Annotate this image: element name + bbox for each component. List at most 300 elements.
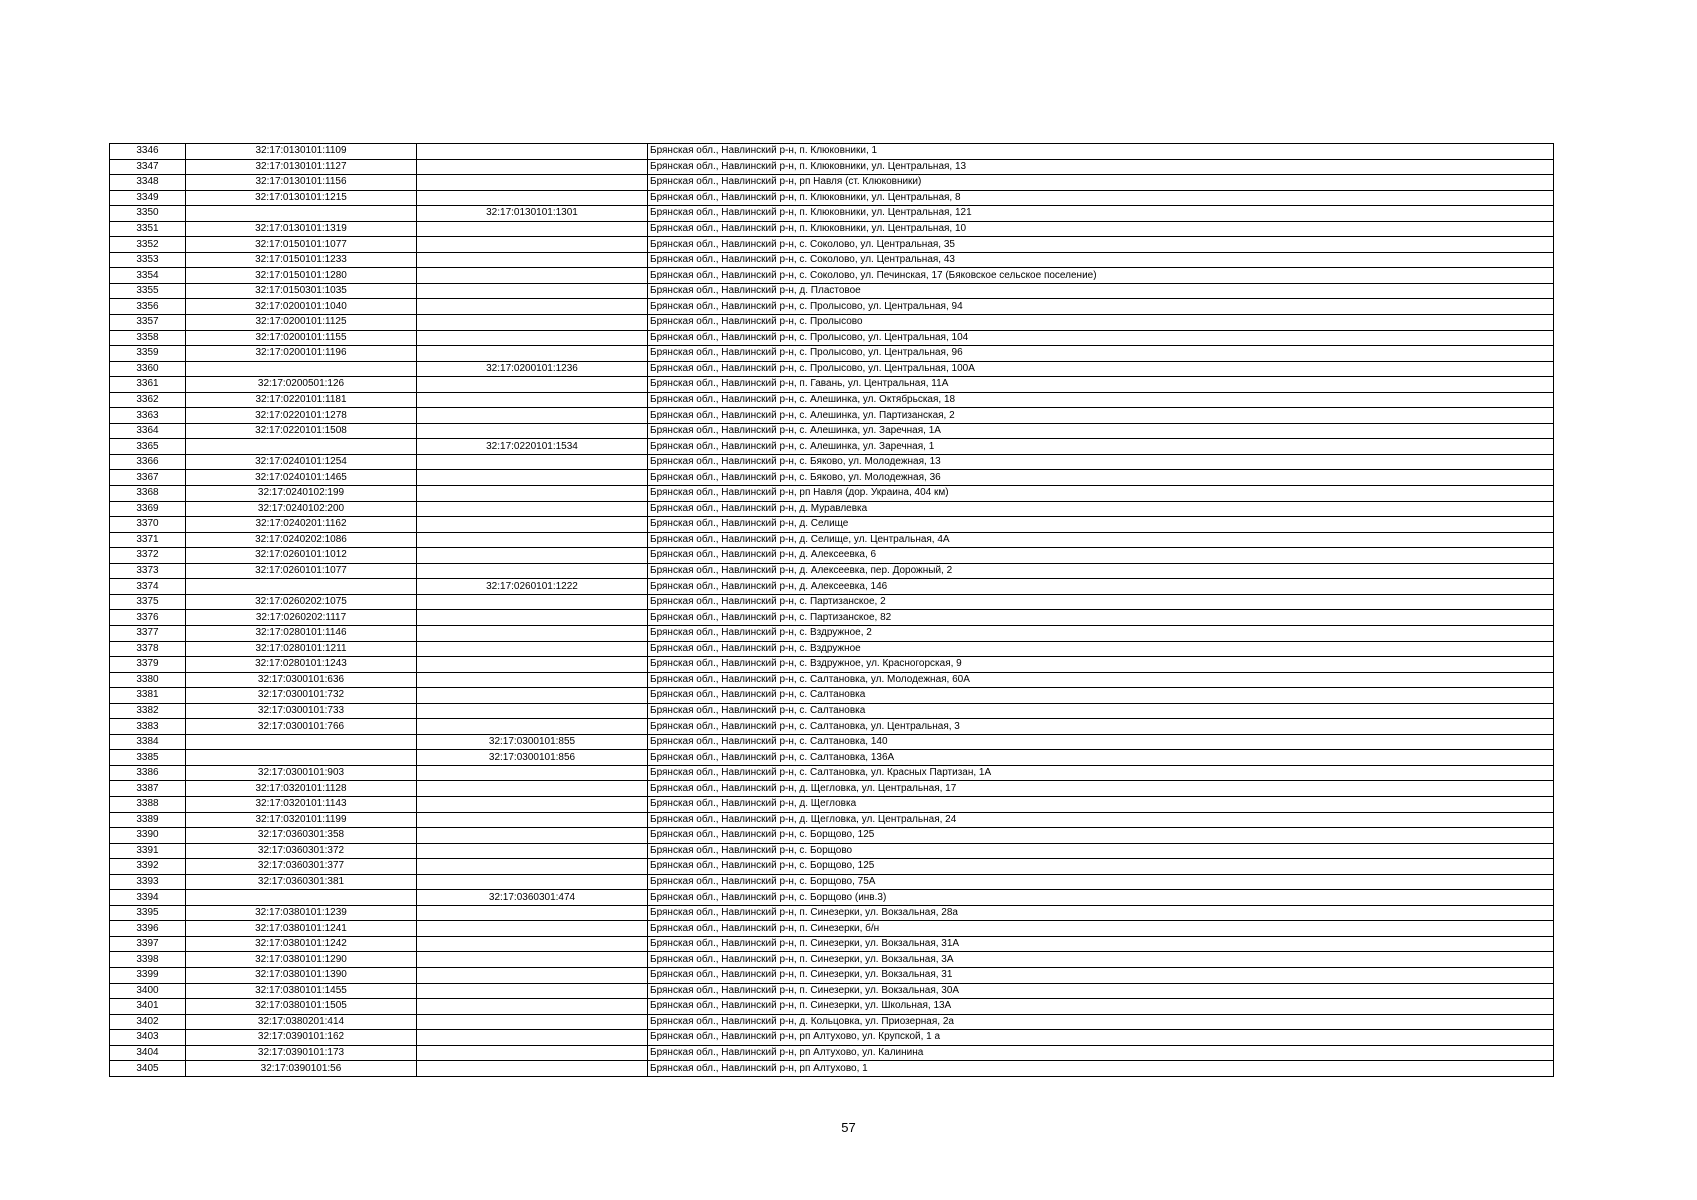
- address-cell: Брянская обл., Навлинский р-н, рп Навля (дор. Украина, 404 км): [648, 486, 1554, 502]
- address-cell: Брянская обл., Навлинский р-н, с. Вздружное, ул. Красногорская, 9: [648, 657, 1554, 673]
- row-number-cell: 3370: [110, 517, 186, 533]
- row-number-cell: 3388: [110, 796, 186, 812]
- cadastral-number-cell: 32:17:0260101:1077: [186, 563, 417, 579]
- row-number-cell: 3364: [110, 423, 186, 439]
- cadastral-number-cell: 32:17:0300101:732: [186, 688, 417, 704]
- address-cell: Брянская обл., Навлинский р-н, с. Партизанское, 82: [648, 610, 1554, 626]
- address-cell: Брянская обл., Навлинский р-н, п. Синезерки, ул. Вокзальная, 30А: [648, 983, 1554, 999]
- cadastral-number-cell: 32:17:0320101:1143: [186, 796, 417, 812]
- table-row: [110, 952, 1554, 968]
- cadastral-number-cell: 32:17:0380101:1241: [186, 921, 417, 937]
- cadastral-number-alt-cell: [417, 299, 648, 315]
- cadastral-number-alt-cell: 32:17:0220101:1534: [417, 439, 648, 455]
- cadastral-number-alt-cell: 32:17:0260101:1222: [417, 579, 648, 595]
- row-number-cell: 3396: [110, 921, 186, 937]
- cadastral-number-cell: 32:17:0280101:1243: [186, 657, 417, 673]
- cadastral-number-alt-cell: [417, 392, 648, 408]
- row-number-cell: 3384: [110, 734, 186, 750]
- row-number-cell: 3395: [110, 905, 186, 921]
- table-row: [110, 905, 1554, 921]
- table-row: [110, 237, 1554, 253]
- cadastral-number-alt-cell: [417, 190, 648, 206]
- cadastral-number-alt-cell: [417, 548, 648, 564]
- row-number-cell: 3358: [110, 330, 186, 346]
- cadastral-number-alt-cell: [417, 1061, 648, 1077]
- address-cell: Брянская обл., Навлинский р-н, с. Алешинка, ул. Октябрьская, 18: [648, 392, 1554, 408]
- address-cell: Брянская обл., Навлинский р-н, п. Синезерки, ул. Вокзальная, 31: [648, 967, 1554, 983]
- cadastral-number-cell: 32:17:0300101:733: [186, 703, 417, 719]
- address-cell: Брянская обл., Навлинский р-н, с. Вздружное, 2: [648, 625, 1554, 641]
- cadastral-number-cell: 32:17:0300101:903: [186, 765, 417, 781]
- cadastral-number-cell: [186, 890, 417, 906]
- cadastral-number-alt-cell: 32:17:0300101:855: [417, 734, 648, 750]
- row-number-cell: 3398: [110, 952, 186, 968]
- table-row: [110, 890, 1554, 906]
- table-row: [110, 315, 1554, 331]
- row-number-cell: 3367: [110, 470, 186, 486]
- row-number-cell: 3387: [110, 781, 186, 797]
- table-row: [110, 610, 1554, 626]
- table-row: [110, 206, 1554, 222]
- cadastral-number-cell: 32:17:0240101:1254: [186, 454, 417, 470]
- address-cell: Брянская обл., Навлинский р-н, с. Пролысово, ул. Центральная, 104: [648, 330, 1554, 346]
- cadastral-number-alt-cell: 32:17:0360301:474: [417, 890, 648, 906]
- cadastral-number-cell: 32:17:0240202:1086: [186, 532, 417, 548]
- cadastral-number-alt-cell: [417, 641, 648, 657]
- table-row: [110, 967, 1554, 983]
- row-number-cell: 3374: [110, 579, 186, 595]
- table-row: [110, 175, 1554, 191]
- cadastral-number-alt-cell: [417, 268, 648, 284]
- address-cell: Брянская обл., Навлинский р-н, с. Бяково, ул. Молодежная, 36: [648, 470, 1554, 486]
- table-row: [110, 392, 1554, 408]
- table-row: [110, 346, 1554, 362]
- cadastral-number-cell: 32:17:0360301:381: [186, 874, 417, 890]
- cadastral-number-alt-cell: [417, 563, 648, 579]
- cadastral-number-alt-cell: [417, 625, 648, 641]
- cadastral-number-alt-cell: [417, 1045, 648, 1061]
- row-number-cell: 3350: [110, 206, 186, 222]
- cadastral-number-alt-cell: [417, 283, 648, 299]
- address-cell: Брянская обл., Навлинский р-н, с. Салтановка, ул. Центральная, 3: [648, 719, 1554, 735]
- cadastral-number-alt-cell: [417, 812, 648, 828]
- address-cell: Брянская обл., Навлинский р-н, д. Щегловка: [648, 796, 1554, 812]
- address-cell: Брянская обл., Навлинский р-н, с. Салтановка, 140: [648, 734, 1554, 750]
- table-row: [110, 688, 1554, 704]
- table-row: [110, 750, 1554, 766]
- row-number-cell: 3386: [110, 765, 186, 781]
- cadastral-number-cell: 32:17:0390101:162: [186, 1030, 417, 1046]
- cadastral-number-cell: 32:17:0220101:1508: [186, 423, 417, 439]
- table-row: [110, 874, 1554, 890]
- address-cell: Брянская обл., Навлинский р-н, с. Пролысово: [648, 315, 1554, 331]
- cadastral-number-cell: [186, 361, 417, 377]
- row-number-cell: 3349: [110, 190, 186, 206]
- address-cell: Брянская обл., Навлинский р-н, с. Бяково, ул. Молодежная, 13: [648, 454, 1554, 470]
- cadastral-number-alt-cell: [417, 532, 648, 548]
- row-number-cell: 3361: [110, 377, 186, 393]
- address-cell: Брянская обл., Навлинский р-н, с. Партизанское, 2: [648, 594, 1554, 610]
- row-number-cell: 3353: [110, 252, 186, 268]
- cadastral-number-cell: 32:17:0200101:1040: [186, 299, 417, 315]
- cadastral-number-alt-cell: [417, 1014, 648, 1030]
- table-row: [110, 221, 1554, 237]
- address-cell: Брянская обл., Навлинский р-н, п. Синезерки, ул. Вокзальная, 3А: [648, 952, 1554, 968]
- cadastral-number-cell: 32:17:0130101:1156: [186, 175, 417, 191]
- page-number: 57: [841, 1120, 856, 1135]
- cadastral-number-alt-cell: [417, 423, 648, 439]
- cadastral-number-alt-cell: [417, 454, 648, 470]
- row-number-cell: 3360: [110, 361, 186, 377]
- row-number-cell: 3377: [110, 625, 186, 641]
- table-row: [110, 703, 1554, 719]
- cadastral-number-cell: 32:17:0130101:1319: [186, 221, 417, 237]
- row-number-cell: 3357: [110, 315, 186, 331]
- table-row: [110, 470, 1554, 486]
- cadastral-number-cell: [186, 750, 417, 766]
- address-cell: Брянская обл., Навлинский р-н, рп Алтухово, 1: [648, 1061, 1554, 1077]
- cadastral-number-cell: 32:17:0220101:1278: [186, 408, 417, 424]
- cadastral-number-cell: [186, 439, 417, 455]
- table-row: [110, 625, 1554, 641]
- row-number-cell: 3355: [110, 283, 186, 299]
- cadastral-number-alt-cell: [417, 501, 648, 517]
- address-cell: Брянская обл., Навлинский р-н, п. Синезерки, ул. Вокзальная, 28а: [648, 905, 1554, 921]
- cadastral-number-alt-cell: [417, 221, 648, 237]
- cadastral-number-alt-cell: [417, 175, 648, 191]
- address-cell: Брянская обл., Навлинский р-н, п. Синезерки, б/н: [648, 921, 1554, 937]
- cadastral-number-cell: 32:17:0150101:1280: [186, 268, 417, 284]
- table-row: [110, 439, 1554, 455]
- cadastral-number-alt-cell: [417, 905, 648, 921]
- row-number-cell: 3376: [110, 610, 186, 626]
- cadastral-number-alt-cell: [417, 999, 648, 1015]
- cadastral-number-alt-cell: [417, 657, 648, 673]
- address-cell: Брянская обл., Навлинский р-н, с. Борщово, 125: [648, 828, 1554, 844]
- table-row: [110, 159, 1554, 175]
- table-row: [110, 423, 1554, 439]
- cadastral-number-alt-cell: [417, 781, 648, 797]
- address-cell: Брянская обл., Навлинский р-н, п. Клюковники, 1: [648, 144, 1554, 160]
- table-row: [110, 454, 1554, 470]
- row-number-cell: 3378: [110, 641, 186, 657]
- address-cell: Брянская обл., Навлинский р-н, с. Салтановка, 136А: [648, 750, 1554, 766]
- table-row: [110, 594, 1554, 610]
- table-row: [110, 796, 1554, 812]
- cadastral-number-cell: 32:17:0390101:173: [186, 1045, 417, 1061]
- cadastral-number-alt-cell: [417, 144, 648, 160]
- table-row: [110, 921, 1554, 937]
- address-cell: Брянская обл., Навлинский р-н, д. Алексеевка, пер. Дорожный, 2: [648, 563, 1554, 579]
- address-cell: Брянская обл., Навлинский р-н, с. Пролысово, ул. Центральная, 94: [648, 299, 1554, 315]
- cadastral-number-alt-cell: [417, 237, 648, 253]
- cadastral-number-alt-cell: [417, 952, 648, 968]
- table-body: [110, 144, 1554, 1077]
- cadastral-number-alt-cell: 32:17:0200101:1236: [417, 361, 648, 377]
- row-number-cell: 3375: [110, 594, 186, 610]
- address-cell: Брянская обл., Навлинский р-н, п. Гавань, ул. Центральная, 11А: [648, 377, 1554, 393]
- table-row: [110, 299, 1554, 315]
- cadastral-number-alt-cell: [417, 315, 648, 331]
- cadastral-number-alt-cell: [417, 843, 648, 859]
- table-row: [110, 859, 1554, 875]
- cadastral-number-cell: [186, 206, 417, 222]
- address-cell: Брянская обл., Навлинский р-н, п. Синезерки, ул. Школьная, 13А: [648, 999, 1554, 1015]
- cadastral-number-alt-cell: 32:17:0130101:1301: [417, 206, 648, 222]
- row-number-cell: 3397: [110, 936, 186, 952]
- address-cell: Брянская обл., Навлинский р-н, д. Селище, ул. Центральная, 4А: [648, 532, 1554, 548]
- table-row: [110, 983, 1554, 999]
- address-cell: Брянская обл., Навлинский р-н, с. Борщово: [648, 843, 1554, 859]
- cadastral-number-cell: 32:17:0280101:1146: [186, 625, 417, 641]
- table-row: [110, 486, 1554, 502]
- row-number-cell: 3400: [110, 983, 186, 999]
- cadastral-number-cell: 32:17:0260202:1075: [186, 594, 417, 610]
- table-row: [110, 563, 1554, 579]
- row-number-cell: 3372: [110, 548, 186, 564]
- address-cell: Брянская обл., Навлинский р-н, с. Алешинка, ул. Заречная, 1А: [648, 423, 1554, 439]
- row-number-cell: 3404: [110, 1045, 186, 1061]
- table-row: [110, 190, 1554, 206]
- address-cell: Брянская обл., Навлинский р-н, д. Алексеевка, 146: [648, 579, 1554, 595]
- address-cell: Брянская обл., Навлинский р-н, с. Салтановка: [648, 703, 1554, 719]
- cadastral-number-cell: 32:17:0200501:126: [186, 377, 417, 393]
- row-number-cell: 3354: [110, 268, 186, 284]
- cadastral-number-cell: 32:17:0150101:1233: [186, 252, 417, 268]
- row-number-cell: 3351: [110, 221, 186, 237]
- cadastral-number-cell: 32:17:0130101:1127: [186, 159, 417, 175]
- cadastral-number-alt-cell: [417, 486, 648, 502]
- table-row: [110, 1061, 1554, 1077]
- table-row: [110, 843, 1554, 859]
- cadastral-number-alt-cell: [417, 874, 648, 890]
- address-cell: Брянская обл., Навлинский р-н, с. Салтановка, ул. Красных Партизан, 1А: [648, 765, 1554, 781]
- table-row: [110, 517, 1554, 533]
- address-cell: Брянская обл., Навлинский р-н, с. Салтановка: [648, 688, 1554, 704]
- cadastral-number-cell: 32:17:0200101:1155: [186, 330, 417, 346]
- table-row: [110, 501, 1554, 517]
- row-number-cell: 3373: [110, 563, 186, 579]
- row-number-cell: 3393: [110, 874, 186, 890]
- row-number-cell: 3347: [110, 159, 186, 175]
- address-cell: Брянская обл., Навлинский р-н, с. Салтановка, ул. Молодежная, 60А: [648, 672, 1554, 688]
- cadastral-number-cell: 32:17:0300101:766: [186, 719, 417, 735]
- row-number-cell: 3362: [110, 392, 186, 408]
- cadastral-number-alt-cell: [417, 859, 648, 875]
- row-number-cell: 3369: [110, 501, 186, 517]
- cadastral-number-alt-cell: [417, 688, 648, 704]
- address-cell: Брянская обл., Навлинский р-н, с. Алешинка, ул. Заречная, 1: [648, 439, 1554, 455]
- table-row: [110, 672, 1554, 688]
- address-cell: Брянская обл., Навлинский р-н, д. Щегловка, ул. Центральная, 24: [648, 812, 1554, 828]
- table-row: [110, 548, 1554, 564]
- cadastral-number-alt-cell: [417, 346, 648, 362]
- table-row: [110, 936, 1554, 952]
- table-row: [110, 144, 1554, 160]
- row-number-cell: 3346: [110, 144, 186, 160]
- row-number-cell: 3402: [110, 1014, 186, 1030]
- table-row: [110, 408, 1554, 424]
- address-cell: Брянская обл., Навлинский р-н, д. Алексеевка, 6: [648, 548, 1554, 564]
- cadastral-number-cell: 32:17:0320101:1199: [186, 812, 417, 828]
- cadastral-number-alt-cell: [417, 765, 648, 781]
- row-number-cell: 3380: [110, 672, 186, 688]
- row-number-cell: 3382: [110, 703, 186, 719]
- address-cell: Брянская обл., Навлинский р-н, с. Соколово, ул. Центральная, 35: [648, 237, 1554, 253]
- table-row: [110, 252, 1554, 268]
- table-row: [110, 765, 1554, 781]
- cadastral-number-cell: 32:17:0360301:358: [186, 828, 417, 844]
- address-cell: Брянская обл., Навлинский р-н, п. Клюковники, ул. Центральная, 8: [648, 190, 1554, 206]
- cadastral-number-cell: 32:17:0200101:1125: [186, 315, 417, 331]
- cadastral-number-cell: 32:17:0130101:1109: [186, 144, 417, 160]
- cadastral-number-cell: 32:17:0380201:414: [186, 1014, 417, 1030]
- cadastral-number-alt-cell: [417, 921, 648, 937]
- row-number-cell: 3379: [110, 657, 186, 673]
- row-number-cell: 3366: [110, 454, 186, 470]
- row-number-cell: 3359: [110, 346, 186, 362]
- table-row: [110, 781, 1554, 797]
- cadastral-number-alt-cell: [417, 719, 648, 735]
- cadastral-number-cell: 32:17:0390101:56: [186, 1061, 417, 1077]
- row-number-cell: 3389: [110, 812, 186, 828]
- row-number-cell: 3401: [110, 999, 186, 1015]
- cadastral-number-cell: 32:17:0300101:636: [186, 672, 417, 688]
- table-row: [110, 734, 1554, 750]
- address-cell: Брянская обл., Навлинский р-н, д. Пластовое: [648, 283, 1554, 299]
- cadastral-number-alt-cell: [417, 703, 648, 719]
- cadastral-number-alt-cell: [417, 470, 648, 486]
- cadastral-number-cell: 32:17:0260101:1012: [186, 548, 417, 564]
- table-row: [110, 377, 1554, 393]
- cadastral-number-cell: 32:17:0260202:1117: [186, 610, 417, 626]
- address-cell: Брянская обл., Навлинский р-н, с. Вздружное: [648, 641, 1554, 657]
- cadastral-number-alt-cell: [417, 828, 648, 844]
- table-row: [110, 532, 1554, 548]
- cadastral-number-alt-cell: [417, 252, 648, 268]
- address-cell: Брянская обл., Навлинский р-н, п. Клюковники, ул. Центральная, 13: [648, 159, 1554, 175]
- address-cell: Брянская обл., Навлинский р-н, с. Пролысово, ул. Центральная, 100А: [648, 361, 1554, 377]
- table-row: [110, 1045, 1554, 1061]
- address-cell: Брянская обл., Навлинский р-н, рп Алтухово, ул. Крупской, 1 а: [648, 1030, 1554, 1046]
- row-number-cell: 3403: [110, 1030, 186, 1046]
- address-cell: Брянская обл., Навлинский р-н, с. Борщово (инв.3): [648, 890, 1554, 906]
- table-row: [110, 1030, 1554, 1046]
- cadastral-number-cell: 32:17:0240201:1162: [186, 517, 417, 533]
- table-row: [110, 812, 1554, 828]
- cadastral-number-cell: 32:17:0240102:200: [186, 501, 417, 517]
- address-cell: Брянская обл., Навлинский р-н, д. Кольцовка, ул. Приозерная, 2а: [648, 1014, 1554, 1030]
- cadastral-number-cell: [186, 734, 417, 750]
- cadastral-number-cell: 32:17:0150101:1077: [186, 237, 417, 253]
- table-row: [110, 579, 1554, 595]
- row-number-cell: 3368: [110, 486, 186, 502]
- cadastral-number-cell: 32:17:0380101:1390: [186, 967, 417, 983]
- cadastral-number-cell: 32:17:0130101:1215: [186, 190, 417, 206]
- row-number-cell: 3365: [110, 439, 186, 455]
- cadastral-number-alt-cell: [417, 610, 648, 626]
- cadastral-number-cell: 32:17:0280101:1211: [186, 641, 417, 657]
- cadastral-number-cell: 32:17:0240101:1465: [186, 470, 417, 486]
- table-row: [110, 641, 1554, 657]
- cadastral-number-cell: 32:17:0380101:1242: [186, 936, 417, 952]
- cadastral-number-cell: 32:17:0360301:377: [186, 859, 417, 875]
- cadastral-number-alt-cell: [417, 159, 648, 175]
- table-row: [110, 330, 1554, 346]
- row-number-cell: 3385: [110, 750, 186, 766]
- cadastral-number-alt-cell: [417, 672, 648, 688]
- row-number-cell: 3394: [110, 890, 186, 906]
- row-number-cell: 3383: [110, 719, 186, 735]
- table-row: [110, 719, 1554, 735]
- address-cell: Брянская обл., Навлинский р-н, п. Клюковники, ул. Центральная, 10: [648, 221, 1554, 237]
- cadastral-number-alt-cell: [417, 377, 648, 393]
- cadastral-number-alt-cell: [417, 330, 648, 346]
- table-row: [110, 268, 1554, 284]
- table-row: [110, 828, 1554, 844]
- cadastral-number-alt-cell: [417, 983, 648, 999]
- address-cell: Брянская обл., Навлинский р-н, с. Соколово, ул. Печинская, 17 (Бяковское сельское поселение): [648, 268, 1554, 284]
- cadastral-number-cell: 32:17:0150301:1035: [186, 283, 417, 299]
- address-cell: Брянская обл., Навлинский р-н, п. Клюковники, ул. Центральная, 121: [648, 206, 1554, 222]
- row-number-cell: 3356: [110, 299, 186, 315]
- cadastral-number-cell: 32:17:0380101:1290: [186, 952, 417, 968]
- address-cell: Брянская обл., Навлинский р-н, с. Борщово, 125: [648, 859, 1554, 875]
- table-row: [110, 1014, 1554, 1030]
- cadastral-number-alt-cell: [417, 967, 648, 983]
- cadastral-number-alt-cell: [417, 1030, 648, 1046]
- cadastral-number-alt-cell: [417, 936, 648, 952]
- cadastral-number-cell: [186, 579, 417, 595]
- row-number-cell: 3381: [110, 688, 186, 704]
- row-number-cell: 3390: [110, 828, 186, 844]
- row-number-cell: 3371: [110, 532, 186, 548]
- row-number-cell: 3363: [110, 408, 186, 424]
- address-cell: Брянская обл., Навлинский р-н, с. Борщово, 75А: [648, 874, 1554, 890]
- cadastral-number-alt-cell: 32:17:0300101:856: [417, 750, 648, 766]
- address-cell: Брянская обл., Навлинский р-н, с. Алешинка, ул. Партизанская, 2: [648, 408, 1554, 424]
- cadastral-number-cell: 32:17:0380101:1455: [186, 983, 417, 999]
- address-cell: Брянская обл., Навлинский р-н, д. Селище: [648, 517, 1554, 533]
- table-row: [110, 999, 1554, 1015]
- address-cell: Брянская обл., Навлинский р-н, рп Алтухово, ул. Калинина: [648, 1045, 1554, 1061]
- cadastral-number-alt-cell: [417, 796, 648, 812]
- row-number-cell: 3405: [110, 1061, 186, 1077]
- cadastral-number-cell: 32:17:0380101:1505: [186, 999, 417, 1015]
- row-number-cell: 3399: [110, 967, 186, 983]
- cadastral-number-alt-cell: [417, 408, 648, 424]
- address-cell: Брянская обл., Навлинский р-н, с. Пролысово, ул. Центральная, 96: [648, 346, 1554, 362]
- data-table: [109, 143, 1554, 1077]
- row-number-cell: 3391: [110, 843, 186, 859]
- table-row: [110, 361, 1554, 377]
- cadastral-number-cell: 32:17:0360301:372: [186, 843, 417, 859]
- address-cell: Брянская обл., Навлинский р-н, д. Муравлевка: [648, 501, 1554, 517]
- row-number-cell: 3348: [110, 175, 186, 191]
- address-cell: Брянская обл., Навлинский р-н, с. Соколово, ул. Центральная, 43: [648, 252, 1554, 268]
- address-cell: Брянская обл., Навлинский р-н, п. Синезерки, ул. Вокзальная, 31А: [648, 936, 1554, 952]
- row-number-cell: 3352: [110, 237, 186, 253]
- cadastral-number-cell: 32:17:0240102:199: [186, 486, 417, 502]
- cadastral-number-cell: 32:17:0220101:1181: [186, 392, 417, 408]
- address-cell: Брянская обл., Навлинский р-н, рп Навля (ст. Клюковники): [648, 175, 1554, 191]
- cadastral-number-alt-cell: [417, 517, 648, 533]
- cadastral-number-cell: 32:17:0320101:1128: [186, 781, 417, 797]
- cadastral-number-cell: 32:17:0380101:1239: [186, 905, 417, 921]
- cadastral-number-cell: 32:17:0200101:1196: [186, 346, 417, 362]
- address-cell: Брянская обл., Навлинский р-н, д. Щегловка, ул. Центральная, 17: [648, 781, 1554, 797]
- row-number-cell: 3392: [110, 859, 186, 875]
